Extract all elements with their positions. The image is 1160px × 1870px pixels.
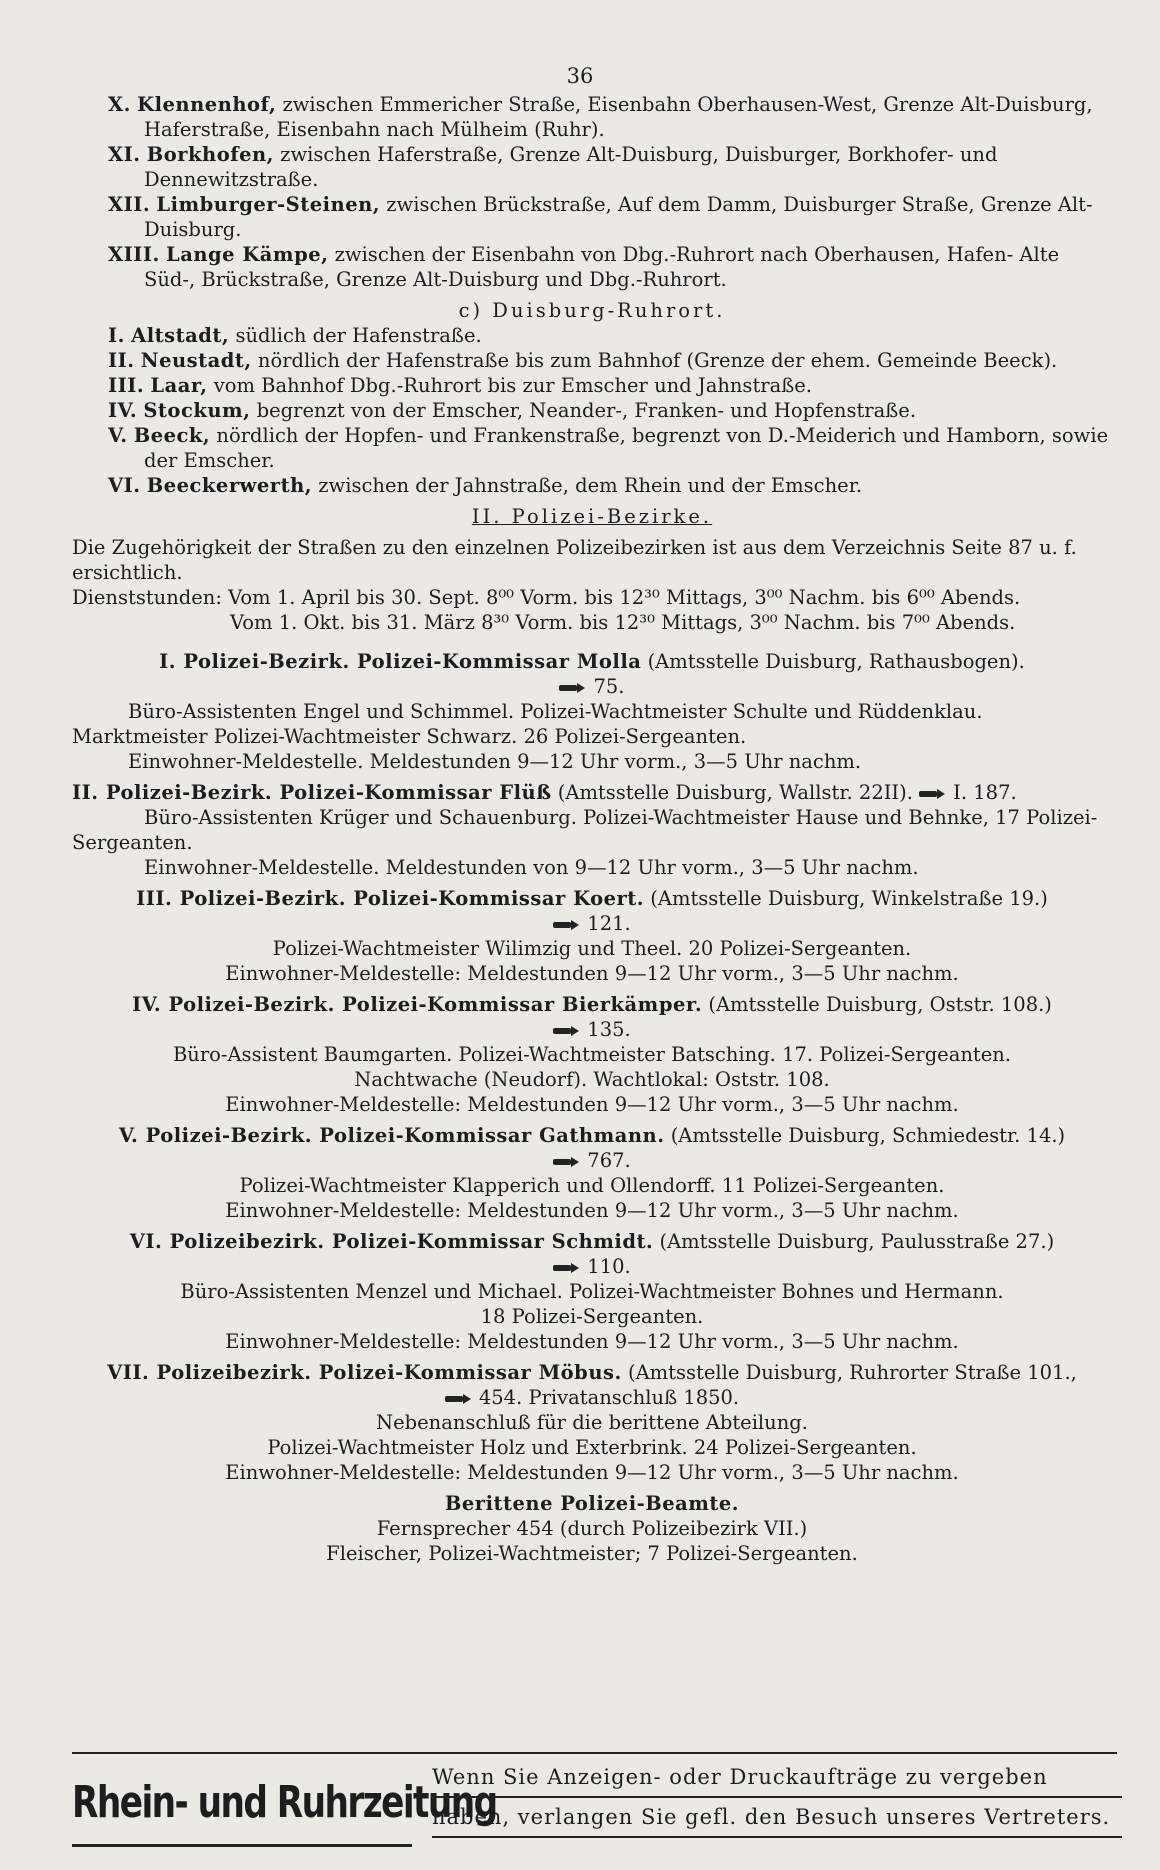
intro-text: Die Zugehörigkeit der Straßen zu den einzelnen Polizeibezirken ist aus dem Verzeichnis Seite 87 u. f. ersichtlich. (72, 536, 1077, 584)
district-entry: XIII. Lange Kämpe, zwischen der Eisenbahn von Dbg.-Ruhrort nach Oberhausen, Hafen- Alte Süd-, Brückstraße, Grenze Alt-Duisburg und Dbg.-Ruhrort. (108, 243, 1060, 291)
district-entry: VI. Beeckerwerth, zwischen der Jahnstraße, dem Rhein und der Emscher. (108, 474, 863, 497)
ad-line-2: haben, verlangen Sie gefl. den Besuch unseres Vertreters. (432, 1798, 1122, 1838)
mounted-police (72, 1491, 1112, 1566)
section-heading: II. Polizei-Bezirke. (471, 505, 713, 528)
district-entry: XII. Limburger-Steinen, zwischen Brückstraße, Auf dem Damm, Duisburger Straße, Grenze Alt-Duisburg. (108, 193, 1093, 241)
police-district: VI. Polizeibezirk. Polizei-Kommissar Schmidt. (Amtsstelle Duisburg, Paulusstraße 27.) 110. Büro-Assistenten Menzel und Michael. Polizei-Wachtmeister Bohnes und Hermann. 18 Polizei-Sergeanten. Einwohner-Meldestelle: Meldestunden 9—12 Uhr vorm., 3—5 Uhr nachm. (129, 1230, 1055, 1353)
district-entry: I. Altstadt, südlich der Hafenstraße. (108, 324, 482, 347)
office-hours-summer: Dienststunden: Vom 1. April bis 30. Sept. 8⁰⁰ Vorm. bis 12³⁰ Mittags, 3⁰⁰ Nachm. bis 6⁰⁰ Abends. (72, 586, 1021, 609)
ruhrort-heading: c) Duisburg-Ruhrort. (458, 299, 726, 322)
telephone-icon (553, 919, 579, 931)
police-district: I. Polizei-Bezirk. Polizei-Kommissar Molla (Amtsstelle Duisburg, Rathausbogen). 75. Büro-Assistenten Engel und Schimmel. Polizei-Wachtmeister Schulte und Rüddenklau. Marktmeister Polizei-Wachtmeister Schwarz. 26 Polizei-Sergeanten. Einwohner-Meldestelle. Meldestunden 9—12 Uhr vorm., 3—5 Uhr nachm. (72, 650, 1025, 773)
telephone-icon (553, 1156, 579, 1168)
district-entry: III. Laar, vom Bahnhof Dbg.-Ruhrort bis zur Emscher und Jahnstraße. (108, 374, 812, 397)
mounted-staff: Fleischer, Polizei-Wachtmeister; 7 Polizei-Sergeanten. (326, 1542, 858, 1565)
mounted-heading: Berittene Polizei-Beamte. (444, 1492, 740, 1515)
district-entry: IV. Stockum, begrenzt von der Emscher, Neander-, Franken- und Hopfenstraße. (108, 399, 917, 422)
telephone-icon (559, 682, 585, 694)
office-hours-winter: Vom 1. Okt. bis 31. März 8³⁰ Vorm. bis 12³⁰ Mittags, 3⁰⁰ Nachm. bis 7⁰⁰ Abends. (230, 611, 1016, 634)
newspaper-advertisement (72, 1752, 1117, 1852)
telephone-icon (445, 1393, 471, 1405)
district-entry: V. Beeck, nördlich der Hopfen- und Frankenstraße, begrenzt von D.-Meiderich und Hamborn, sowie der Emscher. (108, 424, 1109, 472)
telephone-icon (553, 1262, 579, 1274)
police-district: VII. Polizeibezirk. Polizei-Kommissar Möbus. (Amtsstelle Duisburg, Ruhrorter Straße 101., 454. Privatanschluß 1850. Nebenanschluß für die berittene Abteilung. Polizei-Wachtmeister Holz und Exterbrink. 24 Polizei-Sergeanten. Einwohner-Meldestelle: Meldestunden 9—12 Uhr vorm., 3—5 Uhr nachm. (107, 1361, 1077, 1484)
district-entry: X. Klennenhof, zwischen Emmericher Straße, Eisenbahn Oberhausen-West, Grenze Alt-Duisburg, Haferstraße, Eisenbahn nach Mülheim (Ruhr). (108, 93, 1093, 141)
ad-text (432, 1758, 1122, 1848)
page-number: 36 (566, 64, 594, 88)
police-district: III. Polizei-Bezirk. Polizei-Kommissar Koert. (Amtsstelle Duisburg, Winkelstraße 19.) 121. Polizei-Wachtmeister Wilimzig und Theel. 20 Polizei-Sergeanten. Einwohner-Meldestelle: Meldestunden 9—12 Uhr vorm., 3—5 Uhr nachm. (136, 887, 1048, 985)
telephone-icon (919, 788, 945, 800)
ad-line-1: Wenn Sie Anzeigen- oder Druckaufträge zu vergeben (432, 1758, 1122, 1798)
telephone-icon (553, 1025, 579, 1037)
district-list-top (72, 92, 1112, 1566)
district-entry: II. Neustadt, nördlich der Hafenstraße bis zum Bahnhof (Grenze der ehem. Gemeinde Beeck). (108, 349, 1058, 372)
police-district: IV. Polizei-Bezirk. Polizei-Kommissar Bierkämper. (Amtsstelle Duisburg, Oststr. 108.) 135. Büro-Assistent Baumgarten. Polizei-Wachtmeister Batsching. 17. Polizei-Sergeanten. Nachtwache (Neudorf). Wachtlokal: Oststr. 108. Einwohner-Meldestelle: Meldestunden 9—12 Uhr vorm., 3—5 Uhr nachm. (132, 993, 1052, 1116)
mounted-phone: Fernsprecher 454 (durch Polizeibezirk VII.) (376, 1517, 808, 1540)
ad-divider (72, 1844, 412, 1847)
police-district: II. Polizei-Bezirk. Polizei-Kommissar Flüß (Amtsstelle Duisburg, Wallstr. 22II). I. 187. Büro-Assistenten Krüger und Schauenburg. Polizei-Wachtmeister Hause und Behnke, 17 Polizei-Sergeanten. Einwohner-Meldestelle. Meldestunden von 9—12 Uhr vorm., 3—5 Uhr nachm. (72, 781, 1098, 879)
police-district: V. Polizei-Bezirk. Polizei-Kommissar Gathmann. (Amtsstelle Duisburg, Schmiedestr. 14.) 767. Polizei-Wachtmeister Klapperich und Ollendorff. 11 Polizei-Sergeanten. Einwohner-Meldestelle: Meldestunden 9—12 Uhr vorm., 3—5 Uhr nachm. (118, 1124, 1066, 1222)
district-entry: XI. Borkhofen, zwischen Haferstraße, Grenze Alt-Duisburg, Duisburger, Borkhofer- und Dennewitzstraße. (108, 143, 998, 191)
ad-brand: Rhein- und Ruhrzeitung (72, 1777, 497, 1828)
